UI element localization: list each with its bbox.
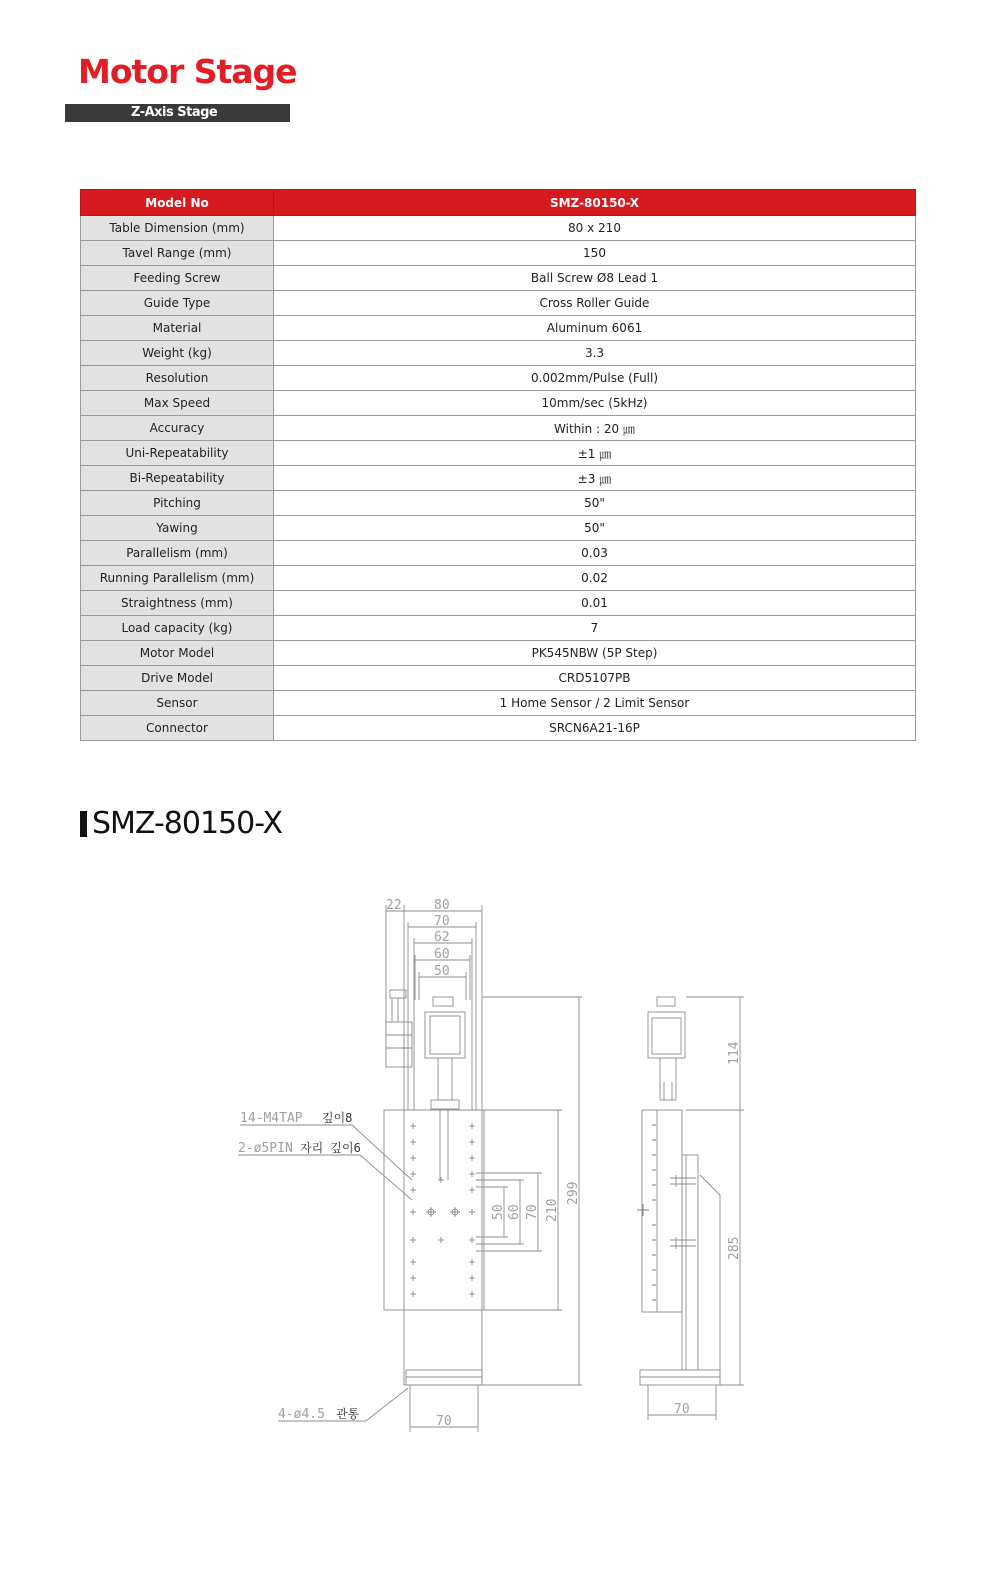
- dim-bottom-side-70: 70: [674, 1402, 690, 1417]
- dim-114: 114: [727, 1041, 742, 1065]
- callout-pin-depth: 자리 깊이6: [300, 1141, 361, 1155]
- subtitle-bar: Z-Axis Stage: [65, 104, 290, 122]
- dim-bottom-front-70: 70: [436, 1414, 452, 1429]
- row-label: Tavel Range (mm): [81, 241, 274, 266]
- row-value: ±3 ㎛: [274, 466, 916, 491]
- row-label: Bi-Repeatability: [81, 466, 274, 491]
- dim-62: 62: [434, 930, 450, 945]
- row-value: Within : 20 ㎛: [274, 416, 916, 441]
- row-value: 7: [274, 616, 916, 641]
- dim-60: 60: [434, 947, 450, 962]
- row-label: Pitching: [81, 491, 274, 516]
- row-label: Feeding Screw: [81, 266, 274, 291]
- callout-pin: 2-ø5PIN: [238, 1141, 293, 1156]
- row-label: Resolution: [81, 366, 274, 391]
- row-value: 1 Home Sensor / 2 Limit Sensor: [274, 691, 916, 716]
- row-value: 50": [274, 516, 916, 541]
- callout-through-kr: 관통: [336, 1407, 360, 1421]
- row-value: 50": [274, 491, 916, 516]
- row-value: 0.02: [274, 566, 916, 591]
- row-value: CRD5107PB: [274, 666, 916, 691]
- dim-22: 22: [386, 898, 402, 913]
- row-value: SRCN6A21-16P: [274, 716, 916, 741]
- row-value: Cross Roller Guide: [274, 291, 916, 316]
- row-value: PK545NBW (5P Step): [274, 641, 916, 666]
- row-label: Uni-Repeatability: [81, 441, 274, 466]
- dim-inner-70: 70: [525, 1204, 540, 1220]
- dim-299: 299: [566, 1181, 581, 1205]
- dim-inner-60: 60: [507, 1204, 522, 1220]
- row-label: Yawing: [81, 516, 274, 541]
- row-label: Running Parallelism (mm): [81, 566, 274, 591]
- page-title: Motor Stage: [78, 52, 297, 91]
- dim-80: 80: [434, 898, 450, 913]
- row-value: 0.03: [274, 541, 916, 566]
- row-label: Material: [81, 316, 274, 341]
- row-label: Guide Type: [81, 291, 274, 316]
- drawing-heading-text: SMZ-80150-X: [92, 806, 283, 841]
- row-value: 3.3: [274, 341, 916, 366]
- row-value: 10mm/sec (5kHz): [274, 391, 916, 416]
- row-label: Max Speed: [81, 391, 274, 416]
- row-value: 0.002mm/Pulse (Full): [274, 366, 916, 391]
- row-value: ±1 ㎛: [274, 441, 916, 466]
- callout-through: 4-ø4.5: [278, 1407, 325, 1422]
- row-label: Weight (kg): [81, 341, 274, 366]
- callout-tap: 14-M4TAP: [240, 1111, 303, 1126]
- row-value: 0.01: [274, 591, 916, 616]
- dim-285: 285: [727, 1236, 742, 1260]
- dim-50: 50: [434, 964, 450, 979]
- dim-inner-50: 50: [491, 1204, 506, 1220]
- row-label: Connector: [81, 716, 274, 741]
- spec-header-label: Model No: [81, 190, 274, 216]
- row-label: Table Dimension (mm): [81, 216, 274, 241]
- row-label: Sensor: [81, 691, 274, 716]
- row-label: Load capacity (kg): [81, 616, 274, 641]
- row-label: Accuracy: [81, 416, 274, 441]
- callout-tap-depth: 깊이8: [322, 1111, 353, 1125]
- row-label: Motor Model: [81, 641, 274, 666]
- row-label: Straightness (mm): [81, 591, 274, 616]
- row-value: Ball Screw Ø8 Lead 1: [274, 266, 916, 291]
- row-label: Drive Model: [81, 666, 274, 691]
- row-value: Aluminum 6061: [274, 316, 916, 341]
- dim-210: 210: [545, 1198, 560, 1222]
- row-value: 150: [274, 241, 916, 266]
- row-label: Parallelism (mm): [81, 541, 274, 566]
- row-value: 80 x 210: [274, 216, 916, 241]
- dim-70: 70: [434, 914, 450, 929]
- spec-header-value: SMZ-80150-X: [274, 190, 916, 216]
